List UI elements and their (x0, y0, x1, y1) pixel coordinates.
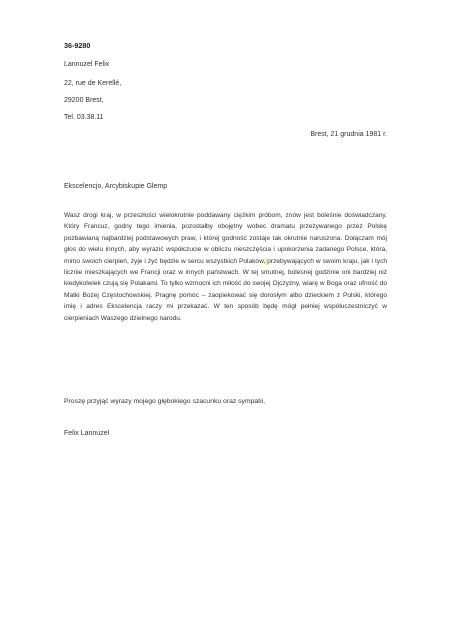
signature: Felix Lannuzel (64, 430, 110, 437)
letter-body (64, 210, 387, 324)
body-part-1: Wasz drogi kraj, w przeszłości wielokrotnie poddawany ciężkim próbom, znów jest boleśnie doświadczany. Który Francuz, godny tego imienia, pozostałby obojętny wobec dramatu przeżywanego przez Polskę pozbawianą najbardziej podstawowych praw, i której godność zostaje tak okrutnie naruszona. Dołączam mój głos do wielu innych, aby wyrazić współczucie w obliczu nieszczęścia i upokorzenia zadanego Polsce, która, mimo swoich cierpień, żyje i żyć będzie w sercu wszystkich Polaków, (64, 212, 387, 265)
salutation: Ekscelencjo, Arcybiskupie Glemp (64, 183, 168, 190)
letter-date: Brest, 21 grudnia 1981 r. (310, 131, 387, 138)
sender-name: Lannuzel Felix (64, 61, 110, 68)
sender-city: 29200 Brest, (64, 97, 104, 104)
body-part-2: przebywających w swoim kraju, jak i tych licznie mieszkających we Francji oraz w innych państwach. W tej smutnej, bolesnej godzinie oni bardziej niż kiedykolwiek czują się Polakami. To tylko wzmocni ich miłość do swojej Ojczyzny, wiarę w Boga oraz ufność do Matki Bożej Częstochowskiej. Pragnę pomóc – zaopiekować się dorosłym albo dzieckiem z Polski, którego imię i adres Ekscelencja raczy mi przekazać. W ten sposób będę mógł pełniej współuczestniczyć w cierpieniach Waszego dzielnego narodu. (64, 257, 387, 322)
sender-street: 22, rue de Kerellé, (64, 80, 122, 87)
sender-phone: Tel. 03.38.11 (64, 114, 104, 121)
closing-line: Proszę przyjąć wyrazy mojego głębokiego szacunku oraz sympatii, (64, 398, 265, 405)
reference-number: 36-9280 (64, 41, 91, 50)
